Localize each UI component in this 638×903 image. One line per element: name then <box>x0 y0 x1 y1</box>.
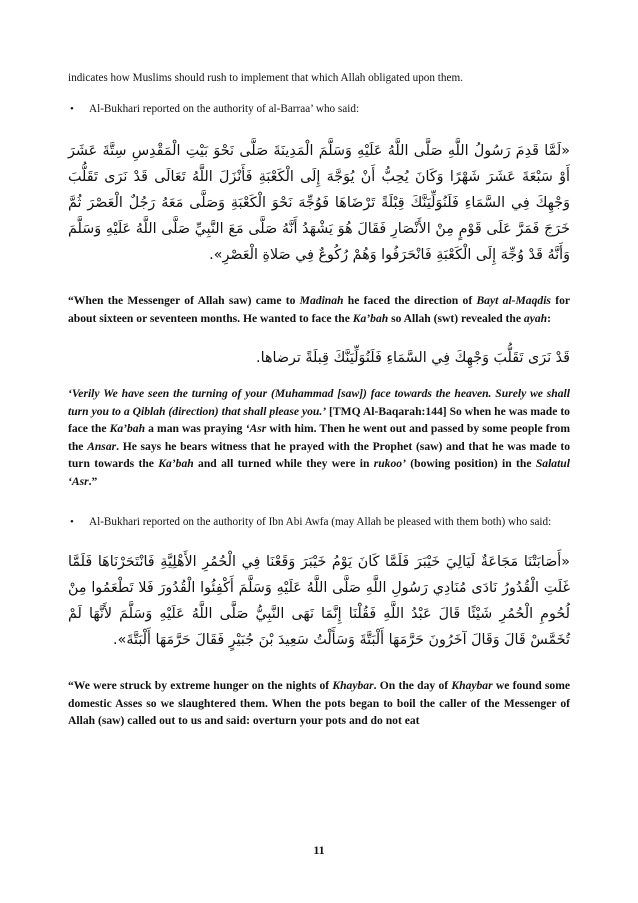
italic-term: ‘Asr <box>245 422 267 435</box>
translation-qiblah <box>68 292 570 327</box>
text-run: for about sixteen or seventeen months. He wanted to face the <box>68 294 571 325</box>
italic-term: Khaybar <box>451 679 493 692</box>
bullet-text: Al-Bukhari reported on the authority of al-Barraa’ who said: <box>89 103 360 115</box>
text-run: a man was praying <box>145 422 246 435</box>
bullet-item-bukhari-ibn-abi-awfa <box>68 514 570 531</box>
bullet-icon: • <box>70 103 74 115</box>
italic-term: rukoo’ <box>373 457 406 470</box>
italic-term: ayah <box>523 311 548 325</box>
italic-term: Ka’bah <box>109 422 146 435</box>
text-run: “When the Messenger of Allah saw) came to <box>68 294 300 307</box>
arabic-ayah: قَدْ نَرَى تَقَلُّبَ وَجْهِكَ فِي السَّمَاءِ فَلَنُوَلِّيَنَّكَ قِبلَةً ترضاها. <box>256 350 570 366</box>
bullet-icon: • <box>70 516 74 528</box>
text-run: . On the day of <box>373 679 452 692</box>
text-run: so Allah (swt) revealed the <box>388 311 524 325</box>
italic-term: Salatul ‘Asr <box>68 457 570 488</box>
italic-term: Madinah <box>299 294 344 307</box>
text-run: (bowing position) in the <box>405 457 536 470</box>
translation-ayah <box>68 385 570 490</box>
arabic-hadith-khaybar: «أَصَابَتْنَا مَجَاعَةٌ لَيَالِيَ خَيْبَرَ فَلَمَّا كَانَ يَوْمُ خَيْبَرَ وَقَعْنَا فِي الْحُمُرِ الأَهْلِيَّةِ فَانْتَحَرْنَاهَا فَلَمَّا غَلَتِ الْقُدُورُ نَادَى مُنَادِي رَسُولِ اللَّهِ صَلَّى اللَّهُ عَلَيْهِ وَسَلَّمَ أَكْفِئُوا الْقُدُورَ فَلا تَطْعَمُوا مِنْ لُحُومِ الْحُمُرِ شَيْئًا قَالَ عَبْدُ اللَّهِ فَقُلْنَا إِنَّمَا نَهَى النَّبِيُّ صَلَّى اللَّهُ عَلَيْهِ وَسَلَّمَ لأَنَّهَا لَمْ تُخَمَّسْ قَالَ وَقَالَ آخَرُونَ حَرَّمَهَا أَلْبَتَّةَ وَسَأَلْتُ سَعِيدَ بْنَ جُبَيْرٍ فَقَالَ حَرَّمَهَا أَلْبَتَّةَ». <box>68 554 570 648</box>
text-run: with him. Then he went out and passed by some people from the <box>68 422 571 453</box>
intro-line: indicates how Muslims should rush to implement that which Allah obligated upon them. <box>68 72 463 84</box>
italic-term: Ka’bah <box>352 311 389 325</box>
arabic-hadith-qiblah: «لَمَّا قَدِمَ رَسُولُ اللَّهِ صَلَّى اللَّهُ عَلَيْهِ وَسَلَّمَ الْمَدِينَةَ صَلَّى نَحْوَ بَيْتِ الْمَقْدِسِ سِتَّةَ عَشَرَ أَوْ سَبْعَةَ عَشَرَ شَهْرًا وَكَانَ يُحِبُّ أَنْ يُوَجَّهَ إِلَى الْكَعْبَةِ فَأَنْزَلَ اللَّهُ تَعَالَى قَدْ نَرَى تَقَلُّبَ وَجْهِكَ فِي السَّمَاءِ فَلَنُوَلِّيَنَّكَ قِبْلَةً تَرْضَاهَا فَوُجِّهَ نَحْوَ الْكَعْبَةِ وَصَلَّى مَعَهُ رَجُلٌ الْعَصْرَ ثُمَّ خَرَجَ فَمَرَّ عَلَى قَوْمٍ مِنْ الأَنْصَارِ فَقَالَ هُوَ يَشْهَدُ أَنَّهُ صَلَّى مَعَ النَّبِيِّ صَلَّى اللَّهُ عَلَيْهِ وَسَلَّمَ وَأَنَّهُ قَدْ وُجِّهَ إِلَى الْكَعْبَةِ فَانْحَرَفُوا وَهُمْ رُكُوعٌ فِي صَلاةِ الْعَصْرِ». <box>68 143 570 263</box>
italic-term: Ansar <box>87 439 117 453</box>
italic-term: Ka’bah <box>158 457 194 470</box>
document-page <box>68 70 570 730</box>
italic-term: Khaybar <box>332 679 374 692</box>
bullet-text: Al-Bukhari reported on the authority of Ibn Abi Awfa (may Allah be pleased with them both) who said: <box>89 516 552 528</box>
translation-khaybar <box>68 677 570 730</box>
bullet-item-bukhari-barraa <box>68 101 570 118</box>
page-number: 11 <box>313 843 325 857</box>
text-run: he faced the direction of <box>343 294 477 307</box>
italic-term: ‘Verily We have seen the turning of your (Muhammad [saw]) face towards the heaven. Surely we shall turn you to a Qiblah (direction) that shall please you.’ <box>68 387 570 418</box>
text-run: and all turned while they were in <box>193 457 374 470</box>
text-run: .” <box>88 474 98 488</box>
italic-term: Bayt al-Maqdis <box>476 294 551 307</box>
text-run: we found some domestic Asses so we slaughtered them. When the pots began to boil the caller of the Messenger of Allah (saw) called out to us and said: overturn your pots and do not eat <box>68 679 571 727</box>
text-run: “We were struck by extreme hunger on the nights of <box>68 679 333 692</box>
text-run: : <box>547 311 551 325</box>
text-run: . He says he bears witness that he prayed with the Prophet (saw) and that he was made to turn towards the <box>68 439 570 470</box>
text-run: [TMQ Al-Baqarah:144] So when he was made to face the <box>68 404 570 435</box>
